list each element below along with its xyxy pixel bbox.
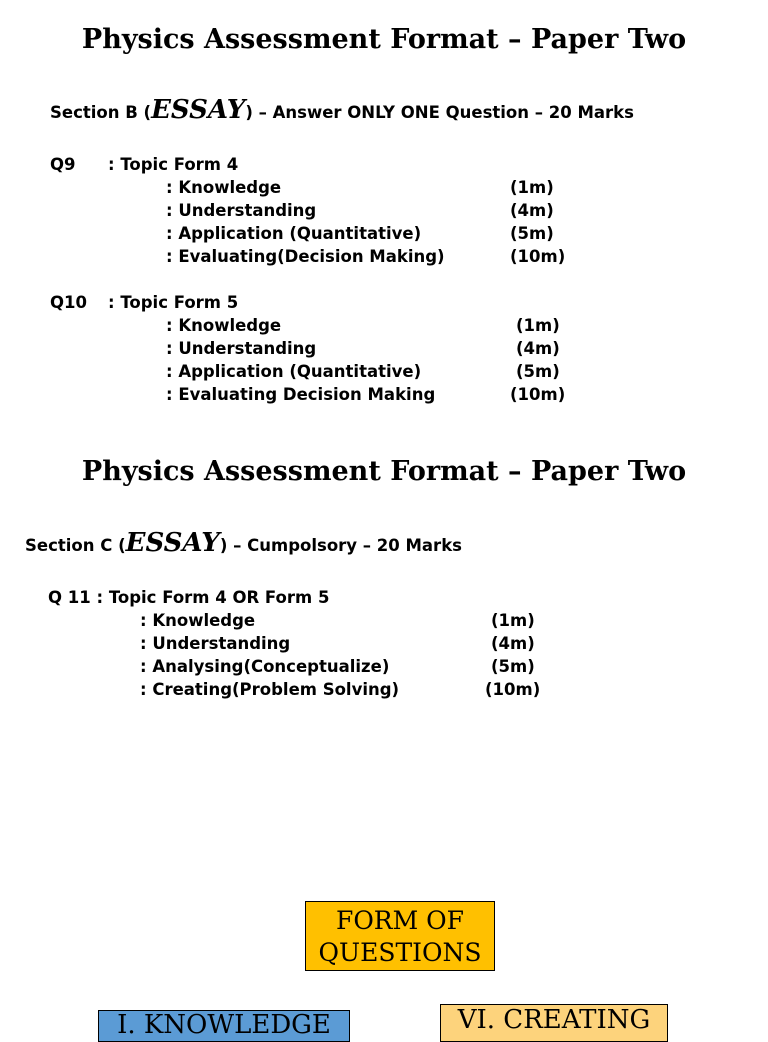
q11-item-label: : Creating(Problem Solving) [140, 680, 400, 699]
q10-item-label: : Understanding [166, 339, 317, 358]
page-title-paper-c: Physics Assessment Format – Paper Two [81, 456, 687, 487]
q9-number: Q9 [50, 155, 76, 174]
q11-item-label: : Knowledge [140, 611, 256, 630]
q10-item-mark: (5m) [516, 362, 560, 381]
q11-heading: Q 11 : Topic Form 4 OR Form 5 [48, 588, 330, 607]
q9-item-label: : Knowledge [166, 178, 282, 197]
q9-item-mark: (10m) [510, 247, 566, 266]
q9-item-mark: (1m) [510, 178, 554, 197]
form-of-questions-line2: QUESTIONS [318, 938, 482, 967]
q10-item-mark: (4m) [516, 339, 560, 358]
section-b-suffix: ) – Answer ONLY ONE Question – 20 Marks [245, 103, 634, 122]
q11-item-label: : Analysing(Conceptualize) [140, 657, 390, 676]
q11-item-mark: (1m) [491, 611, 535, 630]
section-c-essay: ESSAY [125, 528, 220, 558]
section-c-suffix: ) – Cumpolsory – 20 Marks [219, 536, 462, 555]
form-of-questions-box [305, 901, 495, 971]
form-of-questions-line1: FORM OF [335, 906, 465, 935]
q9-item-label: : Application (Quantitative) [166, 224, 422, 243]
section-b-heading [50, 95, 634, 125]
q10-number: Q10 [50, 293, 87, 312]
q11-item-mark: (4m) [491, 634, 535, 653]
q10-item-mark: (1m) [516, 316, 560, 335]
creating-box: VI. CREATING [440, 1004, 668, 1042]
page-title-paper-b: Physics Assessment Format – Paper Two [81, 24, 687, 55]
section-b-prefix: Section B ( [50, 103, 152, 122]
section-b-essay: ESSAY [151, 95, 246, 125]
q9-item-label: : Understanding [166, 201, 317, 220]
q9-topic: : Topic Form 4 [108, 155, 239, 174]
section-c-prefix: Section C ( [25, 536, 126, 555]
q10-item-label: : Knowledge [166, 316, 282, 335]
q9-item-mark: (5m) [510, 224, 554, 243]
q9-item-label: : Evaluating(Decision Making) [166, 247, 445, 266]
q10-item-mark: (10m) [510, 385, 566, 404]
q11-item-mark: (10m) [485, 680, 541, 699]
q10-item-label: : Application (Quantitative) [166, 362, 422, 381]
q10-item-label: : Evaluating Decision Making [166, 385, 436, 404]
section-c-heading [25, 528, 462, 558]
q10-topic: : Topic Form 5 [108, 293, 239, 312]
q9-item-mark: (4m) [510, 201, 554, 220]
q11-item-mark: (5m) [491, 657, 535, 676]
q11-item-label: : Understanding [140, 634, 291, 653]
knowledge-box: I. KNOWLEDGE [98, 1010, 350, 1042]
